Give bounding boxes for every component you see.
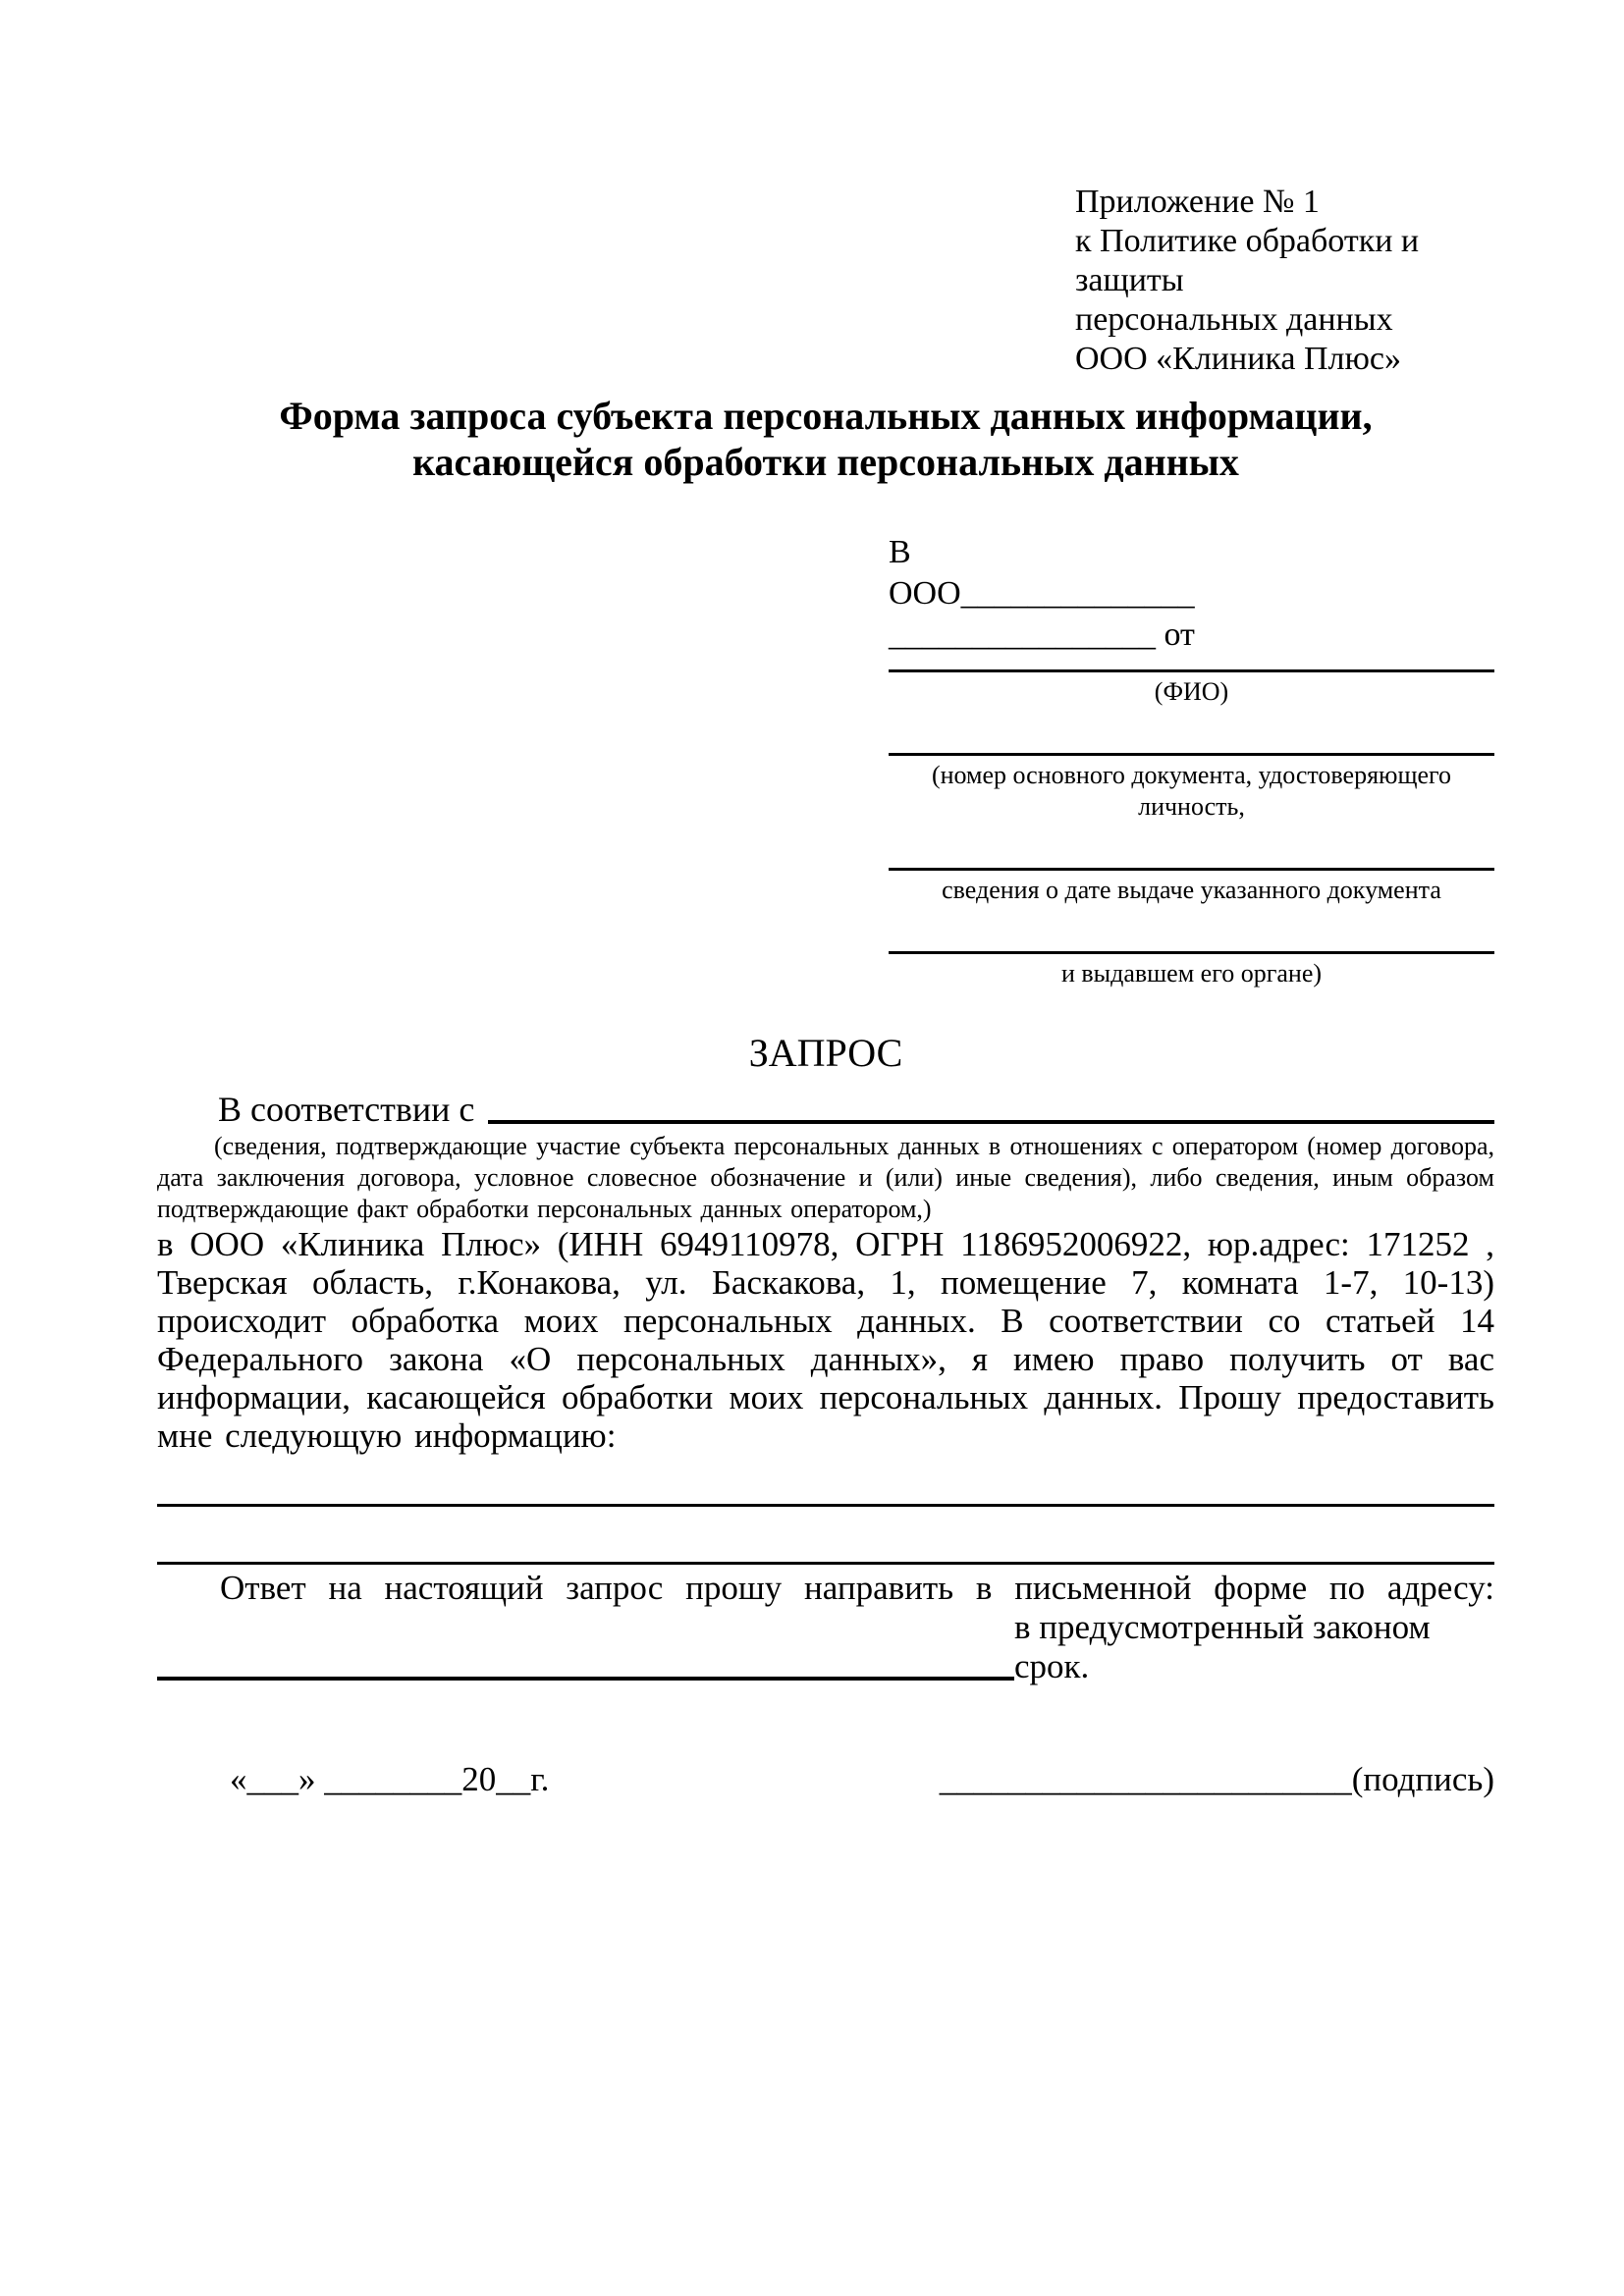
signature-blank: ________________________ [939,1760,1352,1798]
body-paragraph: в ООО «Клиника Плюс» (ИНН 6949110978, ОГРН 1186952006922, юр.адрес: 171252 , Тверская область, г.Конакова, ул. Баскакова, 1, помещение 7, комната 1-7, 10-13) происходит обработка моих персональных данных. В соответствии со статьей 14 Федерального закона «О персональных данных», я имею право получить от вас информации, касающейся обработки моих персональных данных. Прошу предоставить мне следующую информацию: [157,1225,1494,1455]
form-title-line-1: Форма запроса субъекта персональных данных информации, [279,394,1373,438]
request-heading: ЗАПРОС [748,1031,903,1075]
answer-blank-line-2 [157,1562,1494,1565]
date-field: «___» ________20__г. [230,1760,550,1798]
response-line-2 [157,1608,1494,1686]
issuing-authority-caption: и выдавшем его органе) [1060,959,1323,988]
appendix-note-line: ООО «Клиника Плюс» [1075,341,1401,377]
issue-date-caption: сведения о дате выдаче указанного документа [942,876,1441,904]
doc-number-caption: (номер основного документа, удостоверяющего личность, [931,761,1452,821]
intro-line [157,1088,1494,1131]
response-line-1: Ответ на настоящий запрос прошу направить в письменной форме по адресу: [220,1569,1494,1607]
fio-caption: (ФИО) [1154,677,1229,706]
signature-row [157,1759,1494,1800]
answer-blank-line-1 [157,1504,1494,1507]
recipient-ooo-line: ООО______________ [889,575,1195,612]
signature-caption: (подпись) [1351,1760,1494,1798]
intro-indent [157,1088,218,1131]
appendix-note-line: Приложение № 1 [1075,184,1320,220]
appendix-note-line: к Политике обработки и защиты [1075,223,1420,298]
intro-text: В соответствии с [218,1090,475,1129]
appendix-note [1075,183,1494,379]
doc-number-field [889,753,1494,823]
issue-date-field [889,868,1494,906]
issuing-authority-field [889,951,1494,989]
form-title [157,393,1494,485]
recipient-from-line: ________________ от [889,616,1195,653]
recipient-block [889,532,1494,989]
response-suffix: в предусмотренный законом срок. [1014,1608,1431,1685]
form-title-line-2: касающейся обработки персональных данных [412,440,1239,484]
appendix-note-line: персональных данных [1075,301,1393,338]
intro-blank-line [488,1088,1494,1124]
fio-field [889,669,1494,708]
signature-field [940,1759,1494,1800]
response-address-blank-line [157,1608,1014,1681]
recipient-to-line: В [889,534,911,570]
footnote-text: (сведения, подтверждающие участие субъекта персональных данных в отношениях с оператором (номер договора, дата заключения договора, условное словесное обозначение и (или) иные сведения), либо сведения, иным образом подтверждающие факт обработки персональных данных оператором,) [157,1132,1494,1223]
